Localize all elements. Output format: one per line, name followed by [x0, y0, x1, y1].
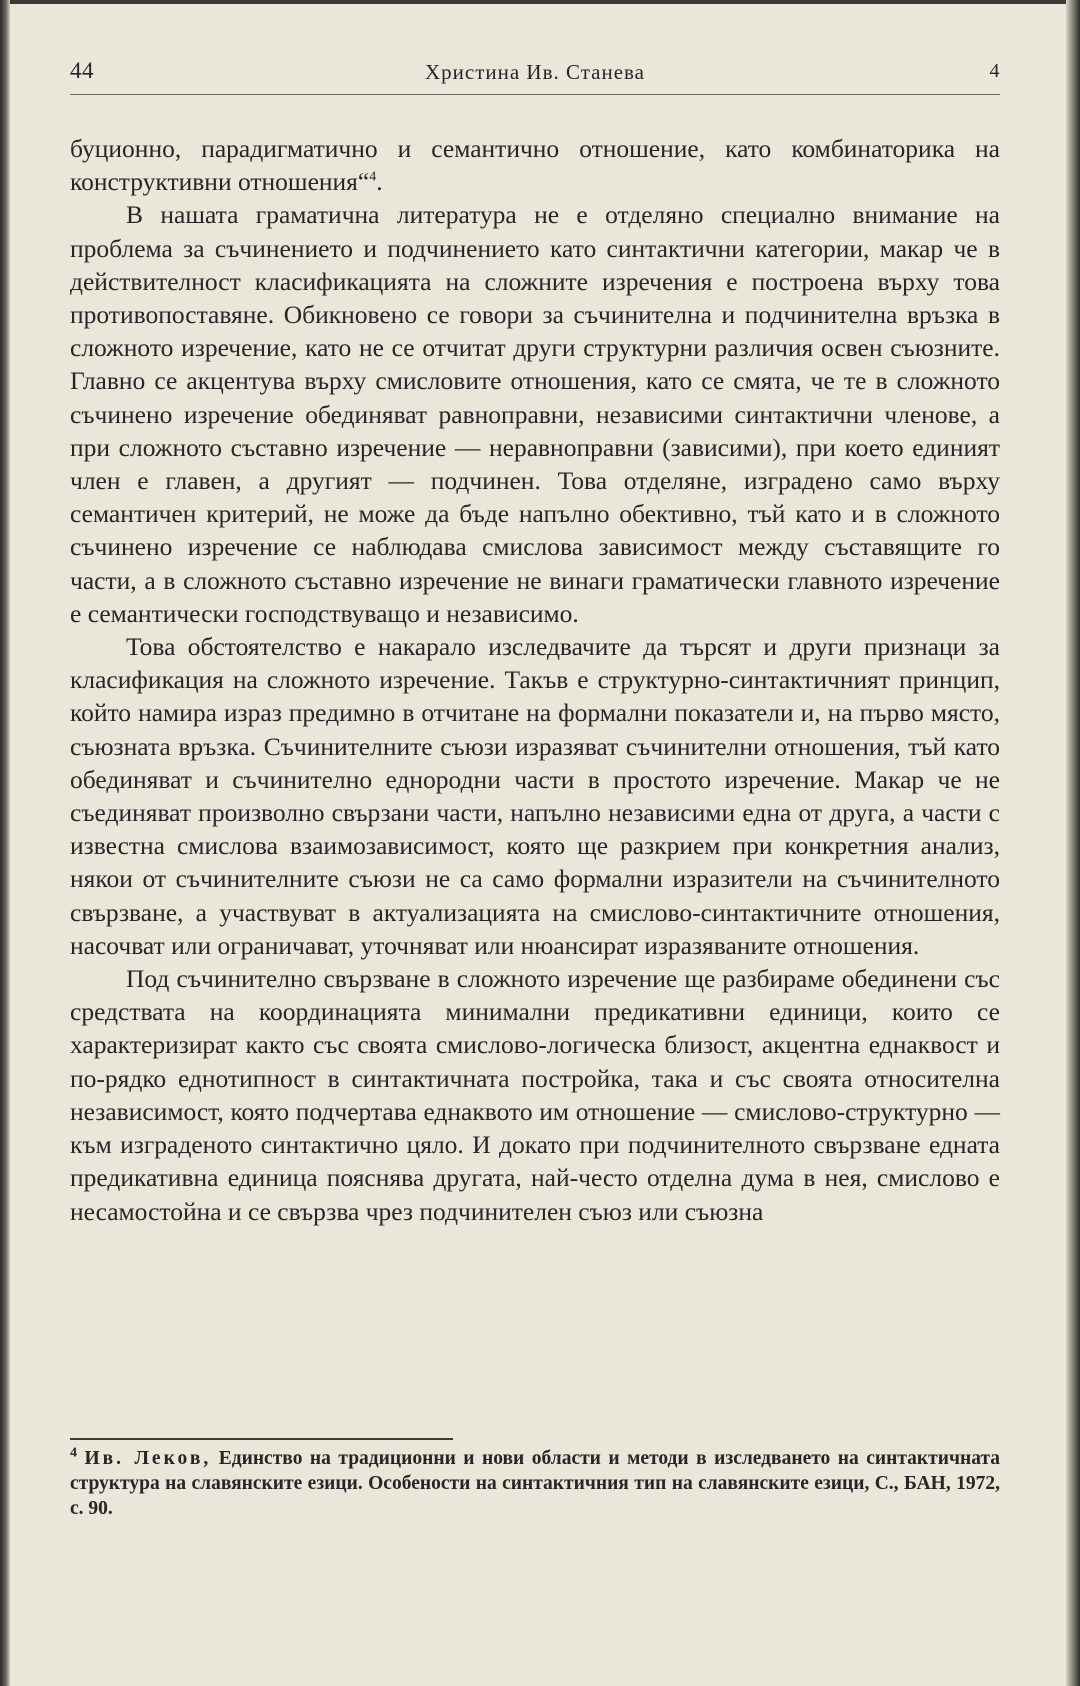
- footnote: [70, 1446, 1000, 1521]
- header-rule: [70, 94, 1000, 95]
- paragraph-4: Под съчинително свързване в сложното изречение ще разбираме обединени със средствата на координацията минимални предикативни единици, които се характеризират както със своята смислово-логическа близост, акцентна еднаквост и по-рядко еднотипност в синтактичната постройка, така и със своята относителна независимост, която подчертава еднаквото им отношение — смислово-структурно — към изграденото синтактично цяло. И докато при подчинителното свързване едната предикативна единица пояснява другата, най-често отделна дума в нея, смислово е несамостойна и се свързва чрез подчинителен съюз или съюзна: [70, 964, 1000, 1226]
- binding-shadow-left: [0, 0, 10, 1686]
- footnote-marker: 4: [70, 1445, 77, 1461]
- paragraph-1-text: буционно, парадигматично и семантично отношение, като комбинаторика на конструктивни отношения“: [70, 134, 1000, 197]
- footnote-reference: 4: [369, 169, 377, 185]
- running-title: Христина Ив. Станева: [424, 60, 646, 84]
- page-top-edge: [0, 0, 1080, 4]
- book-page: [70, 52, 1001, 1519]
- body-text: [70, 132, 1000, 1228]
- binding-shadow-right: [1066, 0, 1080, 1686]
- paragraph-1-end: .: [376, 167, 383, 197]
- paragraph-3: Това обстоятелство е накарало изследвачите да търсят и други признаци за класификация на сложното изречение. Такъв е структурно-синтактичният принцип, който намира израз предимно в отчитане на формални показатели и, на първо място, съюзната връзка. Съчинителните съюзи изразяват съчинителни отношения, тъй като обединяват и съчинително еднородни части в простото изречение. Макар че не съединяват произволно свързани части, напълно независими една от друга, а части с известна смислова взаимозависимост, която ще разкрием при конкретния анализ, някои от съчинителните съюзи не са само формални изразители на съчинителното свързване, а участвуват в актуализацията на смислово-синтактичните отношения, насочват или ограничават, уточняват или нюансират изразяваните отношения.: [70, 632, 1000, 960]
- footnote-text: Единство на традиционни и нови области и методи в изследването на синтактичната структура на славянските езици. Особености на синтактичния тип на славянските езици, С., БАН, 1972, с. 90.: [70, 1448, 1001, 1519]
- running-head: [70, 52, 1000, 92]
- paragraph-2: В нашата граматична литература не е отделяно специално внимание на проблема за съчинението и подчинението като синтактични категории, макар че в действителност класификацията на сложните изречения е построена върху това противопоставяне. Обикновено се говори за съчинителна и подчинителна връзка в сложното изречение, като не се отчитат други структурни различия освен съюзните. Главно се акцентува върху смисловите отношения, като се смята, че те в сложното съчинено изречение обединяват равноправни, независими синтактични членове, а при сложното съставно изречение — неравноправни (зависими), при което единият член е главен, а другият — подчинен. Това отделяне, изградено само върху семантичен критерий, не може да бъде напълно обективно, тъй като и в сложното съчинено изречение се наблюдава смислова зависимост между съставящите го части, а в сложното съставно изречение не винаги граматически главното изречение е семантически господствуващо и независимо.: [70, 200, 1000, 628]
- signature-mark: 4: [989, 60, 1000, 82]
- page-number: 44: [70, 58, 94, 83]
- paragraph-1: [70, 132, 1000, 198]
- footnote-author: Ив. Леков,: [84, 1448, 212, 1469]
- footnote-rule: [70, 1438, 453, 1440]
